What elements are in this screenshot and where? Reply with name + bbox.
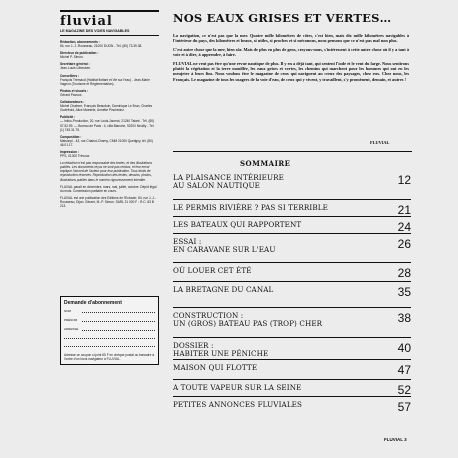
toc-divider — [173, 396, 411, 397]
toc-entry-page: 12 — [397, 173, 411, 187]
toc-entry-title: MAISON QUI FLOTTE — [173, 363, 258, 372]
toc-entry-title: CONSTRUCTION : UN (GROS) BATEAU PAS (TROP) CHER — [173, 311, 323, 328]
credit-label: Rédaction, abonnements : — [60, 40, 100, 44]
credit-text: François Trémaud (Habitat flottant et Vie sur l'eau) - Jean-Marie Vagnon (Tourisme et Réglementation). — [60, 77, 150, 86]
toc-entry-title: DOSSIER : HABITER UNE PÉNICHE — [173, 341, 269, 358]
toc-entry-page: 28 — [397, 266, 411, 280]
credit-entry — [60, 40, 159, 48]
credit-text: Gérard Pavoux. — [60, 92, 83, 97]
form-row-address[interactable] — [64, 327, 155, 331]
toc-entry[interactable] — [173, 342, 411, 358]
credit-entry — [60, 135, 159, 147]
toc-divider — [173, 359, 411, 360]
form-row-address-2[interactable] — [64, 336, 155, 339]
editorial-paragraph: La navigation, ce n'est pas que la mer. Quatre mille kilomètres de côtes, c'est bien, mais dix mille kilomètres navigables à l'intérieur du pays, des kilomètres et beaux, si utiles, si proches et si méconnus, nous pensons que ce n'est pas mal non plus. — [173, 33, 409, 44]
toc-divider — [173, 307, 411, 308]
publisher-notice: FLUVIAL est une publication des Editions de l'Eclusier, 84, rue J.-J.-Rousseau, Dijon. Gérant, M.-P. Simon. SARL 21 000 F - R.C. 83 B 213. — [60, 195, 156, 208]
toc-entry-title: LES BATEAUX QUI RAPPORTENT — [173, 220, 302, 229]
credit-label: Collaborateurs : — [60, 100, 85, 105]
toc-entry-page: 57 — [397, 400, 411, 414]
toc-entry-title: LA PLAISANCE INTÉRIEURE AU SALON NAUTIQUE — [173, 173, 285, 190]
toc-entry[interactable] — [173, 312, 411, 328]
credit-entry — [60, 100, 159, 112]
credit-text: PPS, 01000 Trévoux. — [60, 154, 91, 159]
credit-text: Michel P. Simon. — [60, 55, 84, 60]
divider — [173, 151, 412, 152]
toc-entry[interactable] — [173, 286, 411, 298]
toc-entry-page: 40 — [397, 341, 411, 355]
address-field-line-2[interactable] — [64, 336, 155, 339]
toc-divider — [173, 337, 411, 338]
credit-label: Secrétaire général : — [60, 62, 90, 67]
editorial-paragraph: C'est autre chose que la mer, bien sûr. Mais de plus en plus de gens, croyons-nous, s'intéressent à cette autre chose où il y a tant à voir et à dire, à apprendre, à faire. — [173, 46, 409, 58]
toc-entry[interactable] — [173, 267, 411, 279]
toc-entry-title: LA BRETAGNE DU CANAL — [173, 285, 274, 294]
credit-text: Maisonpi - 43, rue Chabot-Charny, CMM 21000 Quetigny, tél. (80) 46.01.17. — [60, 138, 153, 147]
toc-divider — [173, 379, 411, 380]
credit-text: — Intico-Production, 20, rue Louis-Jacmot, 21240 Talant - Tél. (80) 57.52.99. — Bureau de Paris : 4, villa Blanche, 92200 Neuilly - Tél. (1) 745.31.75. — [60, 119, 155, 132]
toc-entry-title: ESSAI : EN CARAVANE SUR L'EAU — [173, 237, 276, 254]
page-footer: FLUVIAL 3 — [384, 437, 407, 442]
toc-divider — [173, 262, 411, 263]
form-row-name[interactable] — [64, 309, 155, 313]
toc-entry-page: 24 — [397, 220, 411, 234]
form-row-address-3[interactable] — [64, 344, 155, 347]
form-label-name: NOM — [64, 309, 71, 313]
form-label-firstname: PRÉNOM — [64, 318, 78, 322]
subscription-form — [60, 296, 159, 365]
toc-divider — [173, 281, 411, 282]
toc-entry[interactable] — [173, 401, 411, 413]
credit-entry — [60, 51, 159, 59]
credit-entry — [60, 74, 159, 86]
credits-list — [60, 40, 159, 158]
credit-entry — [60, 115, 159, 131]
toc-entry-page: 26 — [397, 237, 411, 251]
toc-entry-page: 52 — [397, 383, 411, 397]
legal-notice: La rédaction n'est pas responsable des textes, et des illustrations publiés. Les documents reçus ne sont pas rendus, et leur envoi implique l'accord de l'auteur pour leur publication. Tous droits de reproduction réservés. Reproduction des textes, dessins, photos, illustrations publiés dans le numéro rigoureusement interdite. — [60, 161, 153, 182]
masthead-logo: fluvial — [60, 10, 159, 29]
credit-label: Photos et visuels : — [60, 88, 89, 93]
form-title: Demande d'abonnement — [64, 300, 122, 306]
toc-entry-page: 47 — [397, 363, 411, 377]
toc-entry[interactable] — [173, 221, 411, 233]
address-field[interactable] — [82, 328, 155, 331]
toc-entry-title: PETITES ANNONCES FLUVIALES — [173, 400, 303, 409]
name-field[interactable] — [82, 310, 155, 313]
toc-divider — [173, 216, 411, 217]
firstname-field[interactable] — [82, 319, 155, 322]
toc-entry[interactable] — [173, 384, 411, 396]
toc-divider — [173, 233, 411, 234]
toc-entry[interactable] — [173, 238, 411, 254]
credit-label: Directeur de publication : — [60, 51, 99, 56]
toc-entry-title: LE PERMIS RIVIÈRE ? PAS SI TERRIBLE — [173, 203, 328, 212]
editorial-paragraph: FLUVIAL ne veut pas être qu'une revue nautique de plus. Il y en a déjà tant, qui sentent l'iode et le vent du large. Nous sentirons plutôt la végétation et la terre mouillée, les eaux grises et vertes, les chemins qui marchent pour les hommes qui ont eu les meujeter à leurs fins. Nous voulons être le magazine de ceux qui naviguent au creux des paysages, chez eux. Chez nous, les Français. Le magazine de tous les usagers de la voie d'eau, de ceux qui y vivent, y travaillent, s'y promènent, demain, et autres ! — [173, 60, 409, 82]
credits-column — [60, 10, 159, 211]
page-title: NOS EAUX GRISES ET VERTES… — [173, 11, 392, 25]
credit-text: Michel Chalmer, François Beaudoin, Dominique Le Brun, Charles Godefroid, Alice Maesele, Annette Pinchedez. — [60, 104, 153, 113]
credit-entry — [60, 62, 159, 70]
toc-entry-page: 35 — [397, 285, 411, 299]
contents-heading: SOMMAIRE — [240, 159, 291, 168]
address-field-line-3[interactable] — [64, 344, 155, 347]
editorial-signature: FLUVIAL — [370, 140, 390, 145]
form-row-firstname[interactable] — [64, 318, 155, 322]
credit-entry — [60, 150, 159, 158]
toc-entry-title: OÙ LOUER CET ÉTÉ — [173, 266, 252, 275]
toc-entry-page: 38 — [397, 311, 411, 325]
credit-label: Conseillers : — [60, 73, 80, 78]
editorial — [173, 33, 409, 85]
credit-text: Jean-Louis Lilbeuken. — [60, 66, 92, 71]
credit-label: Publicité : — [60, 115, 76, 120]
distribution-notice: FLUVIAL paraît en décembre, mars, mai, juillet, octobre. Dépôt légal du mois. Commission paritaire en cours. — [60, 184, 157, 193]
credit-label: Composition : — [60, 134, 82, 139]
toc-entry-page: 21 — [397, 203, 411, 217]
toc-entry[interactable] — [173, 364, 411, 376]
toc-divider — [173, 199, 411, 200]
toc-entry-title: A TOUTE VAPEUR SUR LA SEINE — [173, 383, 302, 392]
credit-text: 84, rue J.-J.-Rousseau, 21000 DIJON - Tél. (80) 73.39.38. — [60, 44, 143, 49]
toc-entry[interactable] — [173, 204, 411, 216]
toc-entry[interactable] — [173, 174, 411, 190]
credit-label: Impression : — [60, 149, 79, 154]
credit-entry — [60, 89, 159, 97]
form-note: Adresse ce coupon ci-joint 65 F en chèque postal ou bancaire à l'ordre d'un bons navigateur à FLUVIAL. — [64, 353, 155, 361]
masthead-tagline: LE MAGAZINE DES VOIES NAVIGABLES — [60, 29, 159, 36]
form-label-address: ADRESSE — [64, 327, 79, 331]
